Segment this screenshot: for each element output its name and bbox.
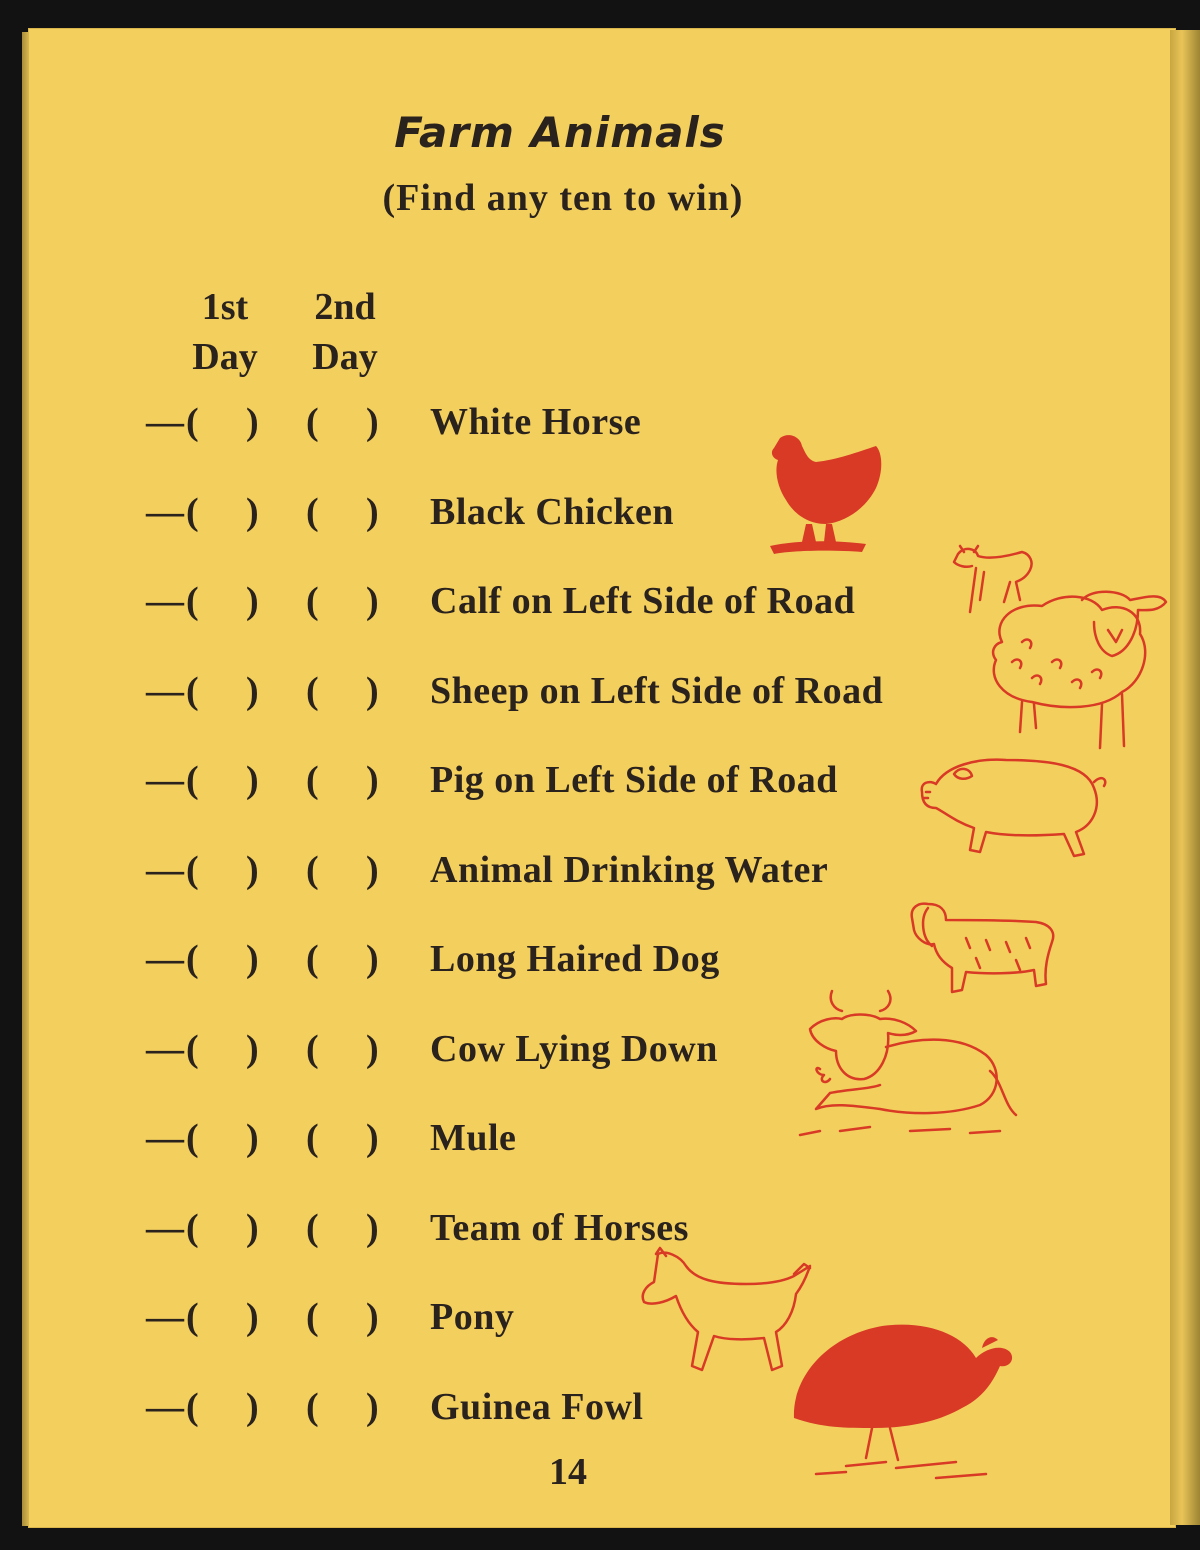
day1-checkbox-close: ) — [246, 1206, 259, 1249]
checklist-row — [0, 1198, 960, 1258]
day1-checkbox-close: ) — [246, 490, 259, 533]
day2-checkbox[interactable] — [306, 1377, 386, 1437]
day1-checkbox-close: ) — [246, 401, 259, 443]
item-dash: — — [146, 938, 184, 980]
day1-checkbox-open: ( — [186, 1117, 199, 1159]
day2-checkbox-open: ( — [306, 401, 319, 443]
day1-checkbox-close: ) — [246, 580, 259, 622]
page-subtitle: (Find any ten to win) — [382, 177, 744, 219]
day2-checkbox-open: ( — [306, 1385, 319, 1428]
column-header-day1-line2: Day — [192, 336, 258, 378]
day2-checkbox-close: ) — [366, 490, 379, 533]
item-dash: — — [146, 1296, 184, 1338]
day2-checkbox-open: ( — [306, 1027, 319, 1070]
day2-checkbox-close: ) — [366, 401, 379, 443]
day1-checkbox-open: ( — [186, 401, 199, 443]
day1-checkbox-open: ( — [186, 1296, 199, 1338]
day1-checkbox-close: ) — [246, 1117, 259, 1159]
day1-checkbox[interactable] — [186, 1019, 262, 1079]
day2-checkbox[interactable] — [306, 661, 386, 721]
day2-checkbox[interactable] — [306, 750, 386, 810]
day2-checkbox[interactable] — [306, 482, 386, 542]
day1-checkbox-close: ) — [246, 1027, 259, 1070]
day1-checkbox[interactable] — [186, 482, 262, 542]
item-label: Guinea Fowl — [430, 1385, 644, 1428]
column-header-day1-line1: 1st — [201, 286, 249, 328]
day1-checkbox-close: ) — [246, 848, 259, 891]
item-label: Pony — [430, 1296, 515, 1338]
checklist-row — [0, 661, 960, 721]
column-header-day2-line2: Day — [312, 336, 378, 378]
day1-checkbox[interactable] — [186, 840, 262, 900]
item-dash: — — [146, 669, 184, 712]
chicken-icon — [766, 430, 896, 565]
item-dash: — — [146, 1385, 184, 1428]
guinea-fowl-icon — [786, 1318, 1021, 1493]
day1-checkbox-open: ( — [186, 490, 199, 533]
day2-checkbox[interactable] — [306, 1198, 386, 1258]
day1-checkbox[interactable] — [186, 1377, 262, 1437]
day2-checkbox-open: ( — [306, 848, 319, 891]
item-label: White Horse — [430, 401, 642, 443]
item-dash: — — [146, 580, 184, 622]
cow-icon — [790, 985, 1020, 1145]
day1-checkbox-close: ) — [246, 759, 259, 801]
day2-checkbox-open: ( — [306, 759, 319, 801]
day1-checkbox-open: ( — [186, 759, 199, 801]
page-edge-right — [1170, 30, 1200, 1525]
day1-checkbox[interactable] — [186, 750, 262, 810]
item-label: Black Chicken — [430, 490, 675, 533]
day2-checkbox-close: ) — [366, 669, 379, 712]
day1-checkbox-open: ( — [186, 1385, 199, 1428]
day2-checkbox-open: ( — [306, 490, 319, 533]
item-label: Sheep on Left Side of Road — [430, 669, 884, 712]
day1-checkbox-close: ) — [246, 1385, 259, 1428]
day2-checkbox-open: ( — [306, 1206, 319, 1249]
day1-checkbox-open: ( — [186, 1027, 199, 1070]
day2-checkbox-close: ) — [366, 1296, 379, 1338]
day2-checkbox[interactable] — [306, 1108, 386, 1168]
day2-checkbox-open: ( — [306, 580, 319, 622]
day2-checkbox[interactable] — [306, 1019, 386, 1079]
item-label: Calf on Left Side of Road — [430, 580, 856, 622]
item-dash: — — [146, 848, 184, 891]
day2-checkbox-open: ( — [306, 1296, 319, 1338]
item-label: Long Haired Dog — [430, 938, 720, 980]
day1-checkbox[interactable] — [186, 929, 262, 989]
day2-checkbox-open: ( — [306, 938, 319, 980]
day1-checkbox[interactable] — [186, 1287, 262, 1347]
day2-checkbox[interactable] — [306, 840, 386, 900]
day2-checkbox-close: ) — [366, 1117, 379, 1159]
day2-checkbox[interactable] — [306, 392, 386, 452]
day1-checkbox[interactable] — [186, 571, 262, 631]
day2-checkbox-open: ( — [306, 669, 319, 712]
column-header-day2-line1: 2nd — [314, 286, 376, 328]
item-dash: — — [146, 1117, 184, 1159]
day2-checkbox-close: ) — [366, 1206, 379, 1249]
item-label: Pig on Left Side of Road — [430, 759, 838, 801]
day2-checkbox-close: ) — [366, 759, 379, 801]
day1-checkbox[interactable] — [186, 1198, 262, 1258]
day2-checkbox-close: ) — [366, 1027, 379, 1070]
day1-checkbox[interactable] — [186, 661, 262, 721]
day1-checkbox-close: ) — [246, 1296, 259, 1338]
item-dash: — — [146, 1206, 184, 1249]
day2-checkbox-close: ) — [366, 848, 379, 891]
day2-checkbox-close: ) — [366, 580, 379, 622]
day1-checkbox-open: ( — [186, 848, 199, 891]
day1-checkbox-open: ( — [186, 580, 199, 622]
day1-checkbox-open: ( — [186, 1206, 199, 1249]
item-label: Animal Drinking Water — [430, 848, 829, 891]
day2-checkbox[interactable] — [306, 1287, 386, 1347]
page-number: 14 — [549, 1451, 587, 1493]
item-dash: — — [146, 490, 184, 533]
day1-checkbox-open: ( — [186, 669, 199, 712]
day2-checkbox-open: ( — [306, 1117, 319, 1159]
checklist-row — [0, 750, 960, 810]
day2-checkbox[interactable] — [306, 571, 386, 631]
day1-checkbox-close: ) — [246, 938, 259, 980]
item-dash: — — [146, 759, 184, 801]
pig-icon — [916, 752, 1116, 862]
page-title: Farm Animals — [394, 108, 726, 157]
day2-checkbox-close: ) — [366, 1385, 379, 1428]
checklist-row — [0, 571, 960, 631]
item-dash: — — [146, 1027, 184, 1070]
column-header-day1 — [180, 282, 270, 382]
item-label: Mule — [430, 1117, 517, 1159]
item-label: Cow Lying Down — [430, 1027, 718, 1070]
column-header-day2 — [300, 282, 390, 382]
checklist-row — [0, 840, 960, 900]
sheep-icon — [982, 582, 1172, 757]
day2-checkbox-close: ) — [366, 938, 379, 980]
checklist-row — [0, 929, 960, 989]
dog-icon — [906, 898, 1061, 998]
day1-checkbox-close: ) — [246, 669, 259, 712]
item-dash: — — [146, 401, 184, 443]
item-label: Team of Horses — [430, 1206, 689, 1249]
day1-checkbox-open: ( — [186, 938, 199, 980]
day2-checkbox[interactable] — [306, 929, 386, 989]
day1-checkbox[interactable] — [186, 1108, 262, 1168]
day1-checkbox[interactable] — [186, 392, 262, 452]
